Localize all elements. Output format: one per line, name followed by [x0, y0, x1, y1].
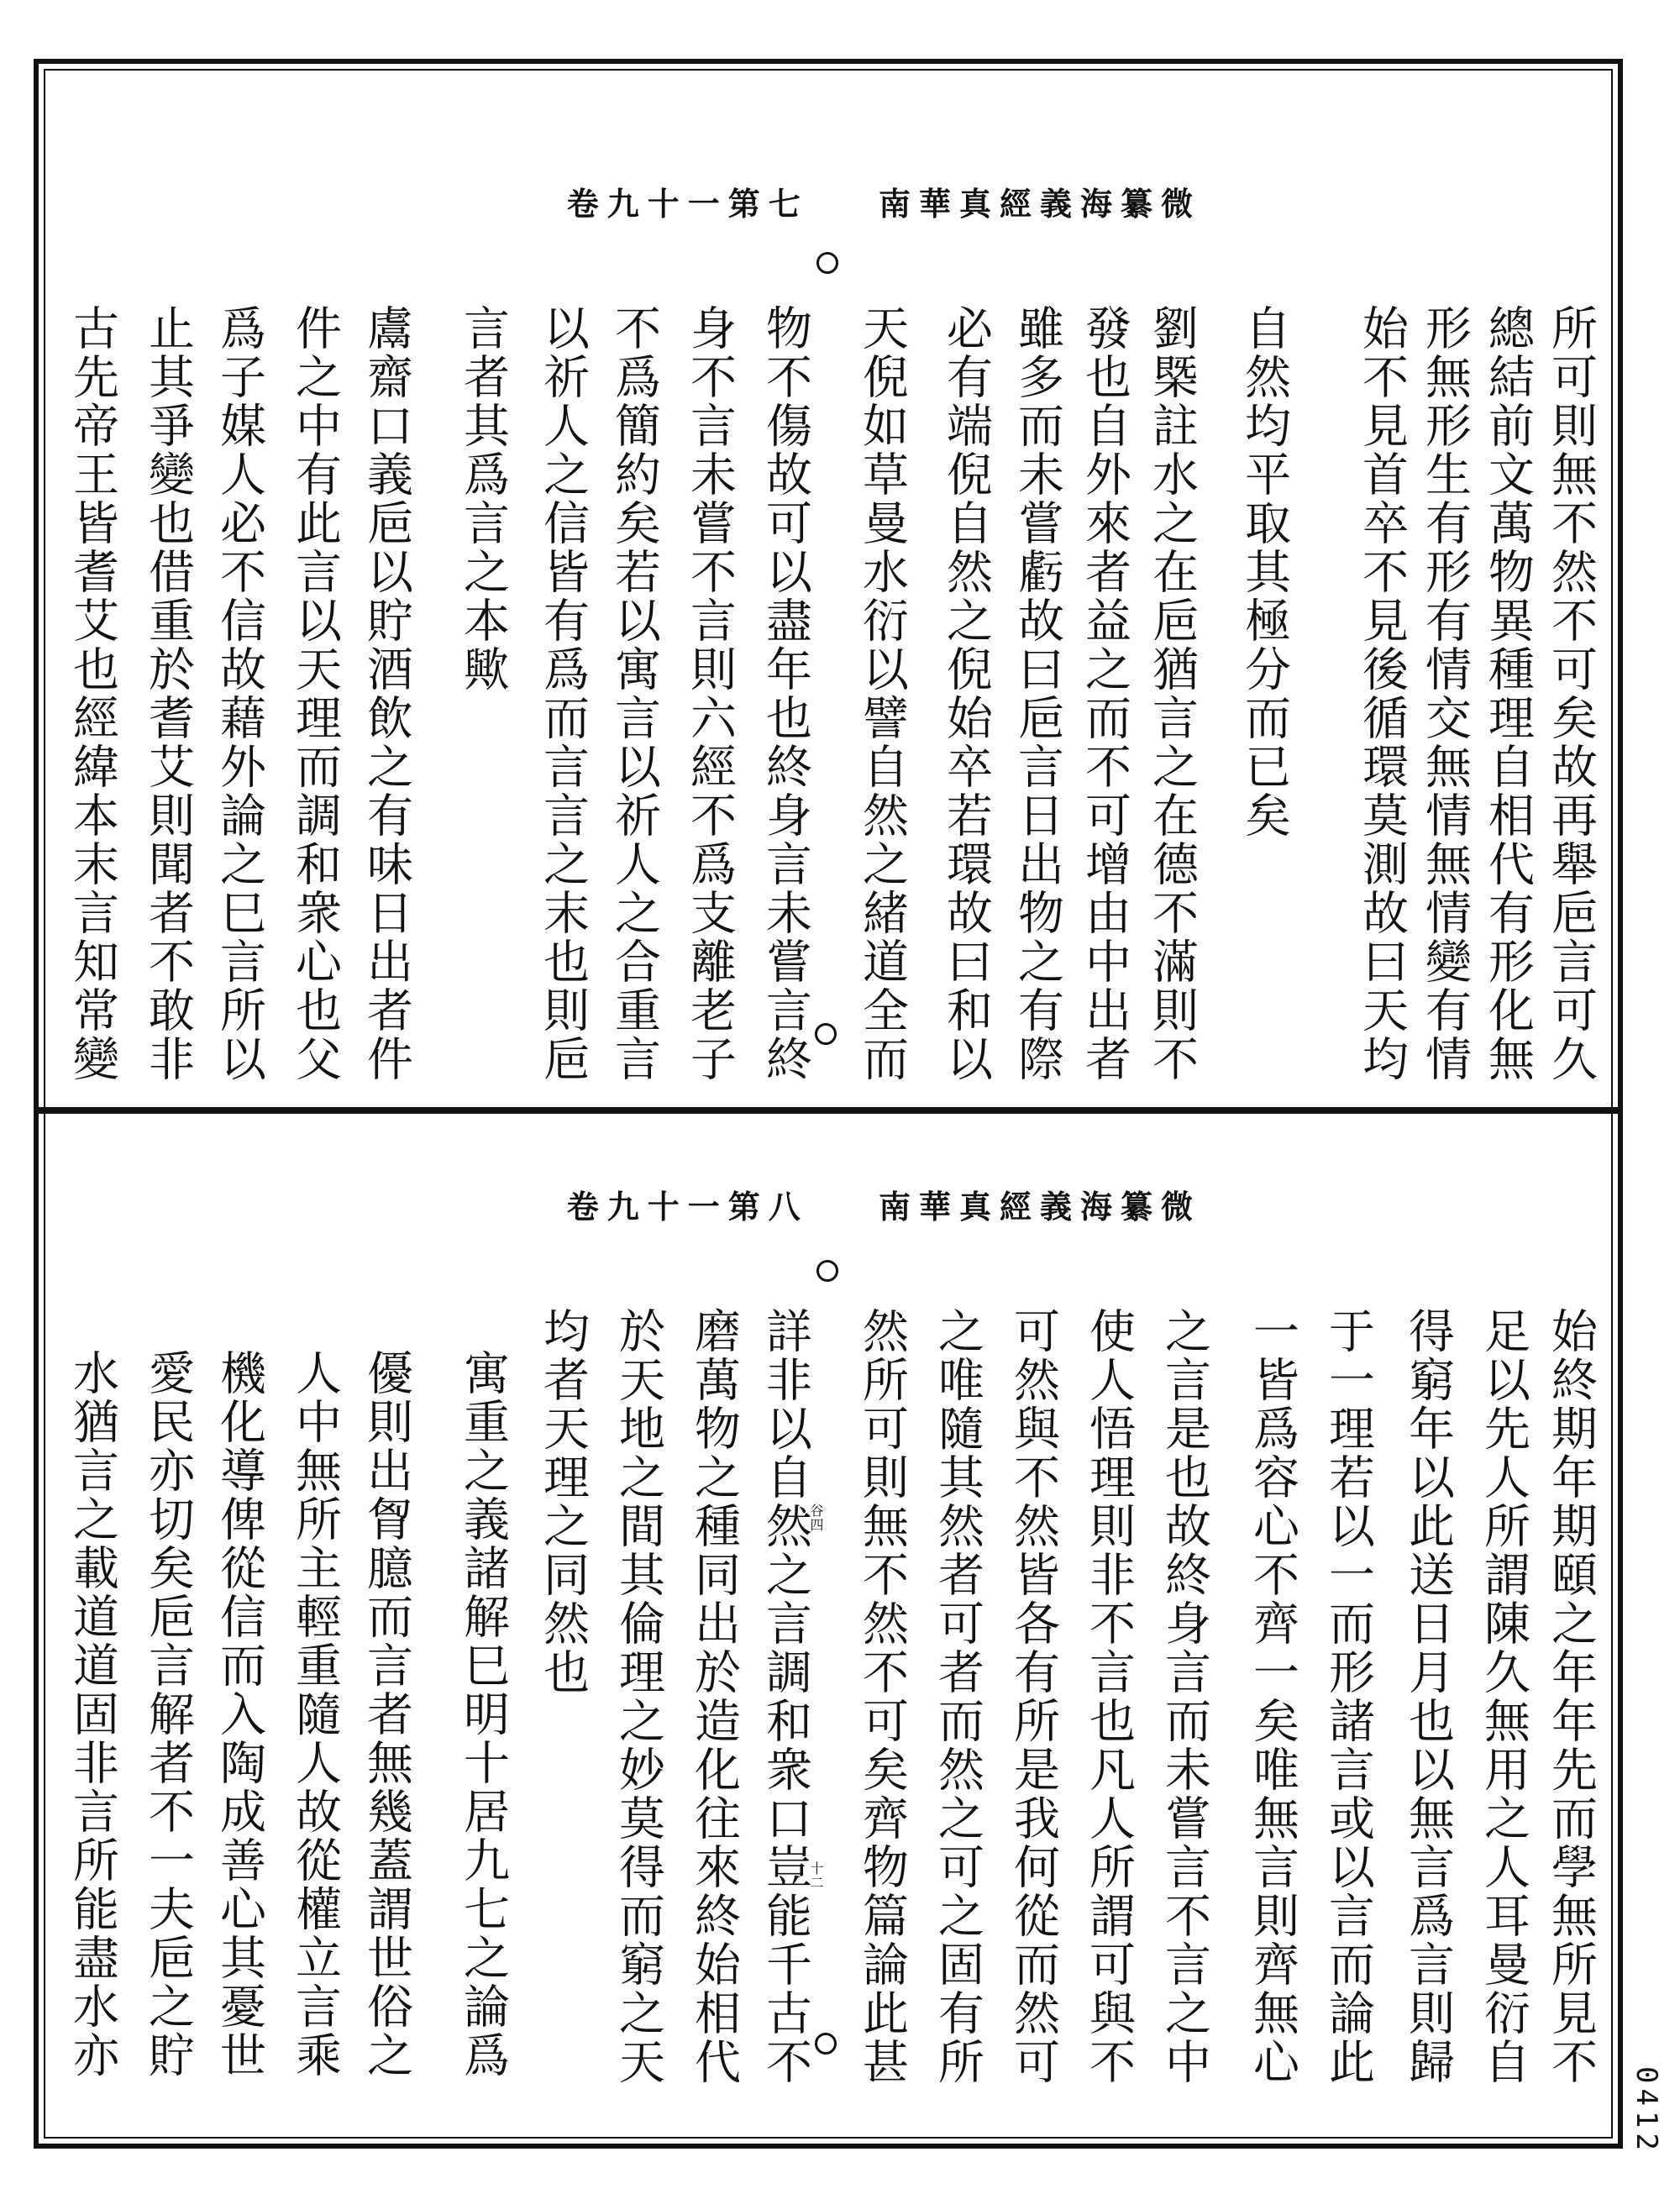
- lower-column-14: 均者天理之同然也: [536, 1307, 590, 1697]
- lower-column-18: 機化導俾從信而入陶成善心其憂世: [213, 1349, 266, 2080]
- lower-column-7: 使人悟理則非不言也凡人所謂可與不: [1082, 1307, 1136, 2086]
- upper-header-volume: 卷九十一第七: [566, 185, 809, 223]
- upper-column-18: 爲子媒人必不信故藉外論之巳言所以: [213, 304, 266, 1084]
- upper-column-10: 天倪如草曼水衍以譬自然之緒道全而: [855, 304, 909, 1084]
- lower-column-9: 之唯隨其然者可者而然之可之固有所: [931, 1307, 984, 2086]
- upper-column-19: 止其爭變也借重於耆艾則聞者不敢非: [141, 304, 195, 1084]
- upper-header: [361, 178, 1201, 223]
- lower-marginal-note-1: 谷四: [808, 1504, 824, 1532]
- upper-column-17: 件之中有此言以天理而調和衆心也父: [288, 304, 342, 1084]
- lower-column-16: 優則出胷臆而言者無幾蓋謂世俗之: [360, 1349, 413, 2080]
- upper-column-15: 言者其爲言之本歟: [456, 304, 510, 694]
- lower-column-11: 詳非以自然之言調和衆口豈能千古不: [759, 1307, 812, 2086]
- lower-column-1: 始終期年期頤之年年先而學無所見不: [1544, 1307, 1598, 2086]
- lower-column-17: 人中無所主輕重隨人故從權立言乘: [288, 1349, 342, 2080]
- lower-column-3: 得窮年以此送日月也以無言爲言則歸: [1401, 1307, 1455, 2086]
- lower-header-volume: 卷九十一第八: [566, 1188, 809, 1225]
- upper-column-2: 總結前文萬物異種理自相代有形化無: [1481, 304, 1535, 1084]
- upper-column-5: 自然均平取其極分而已矣: [1237, 304, 1291, 840]
- lower-column-5: 一皆爲容心不齊一矣唯無言則齊無心: [1246, 1307, 1299, 2086]
- upper-column-20: 古先帝王皆耆艾也經緯本末言知常變: [66, 304, 119, 1084]
- upper-column-11: 物不傷故可以盡年也終身言未嘗言終: [759, 304, 812, 1084]
- upper-column-13: 不爲簡約矣若以寓言以祈人之合重言: [607, 304, 661, 1084]
- lower-column-19: 愛民亦切矣巵言解者不一夫巵之貯: [141, 1349, 195, 2080]
- upper-column-14: 以祈人之信皆有爲而言言之末也則巵: [536, 304, 590, 1084]
- upper-column-1: 所可則無不然不可矣故再舉巵言可久: [1544, 304, 1598, 1084]
- lower-header-title: 南華真經義海纂微: [878, 1188, 1201, 1225]
- lower-circle-marker-2: [815, 2033, 837, 2055]
- upper-column-16: 鬳齋口義巵以貯酒飲之有味日出者件: [360, 304, 413, 1084]
- page-divider: [34, 1107, 1623, 1114]
- lower-circle-marker: [816, 1260, 838, 1282]
- upper-column-9: 必有端倪自然之倪始卒若環故曰和以: [939, 304, 993, 1084]
- upper-column-7: 發也自外來者益之而不可增由中出者: [1078, 304, 1131, 1084]
- lower-column-8: 可然與不然皆各有所是我何從而然可: [1006, 1307, 1060, 2086]
- upper-column-6: 劉槩註水之在巵猶言之在德不滿則不: [1145, 304, 1199, 1084]
- upper-column-12: 身不言未嘗不言則六經不爲支離老子: [683, 304, 737, 1084]
- upper-circle-marker: [816, 252, 838, 274]
- upper-header-title: 南華真經義海纂微: [878, 185, 1201, 223]
- lower-column-20: 水猶言之載道道固非言所能盡水亦: [66, 1349, 119, 2080]
- lower-column-6: 之言是也故終身言而未嘗言不言之中: [1158, 1307, 1211, 2086]
- page-number: 0412: [1630, 2066, 1663, 2155]
- lower-column-4: 于一理若以一而形諸言或以言而論此: [1321, 1307, 1375, 2086]
- lower-column-2: 足以先人所謂陳久無用之人耳曼衍自: [1477, 1307, 1530, 2086]
- lower-column-15: 寓重之義諸解巳明十居九七之論爲: [456, 1349, 510, 2080]
- lower-column-10: 然所可則無不然不可矣齊物篇論此甚: [855, 1307, 909, 2086]
- lower-column-12: 磨萬物之種同出於造化往來終始相代: [687, 1307, 741, 2086]
- lower-header: [361, 1181, 1201, 1223]
- upper-column-4: 始不見首卒不見後循環莫測故曰天均: [1355, 304, 1409, 1084]
- upper-column-8: 雖多而未嘗虧故曰巵言日出物之有際: [1011, 304, 1064, 1084]
- lower-marginal-note-2: 十二: [808, 1861, 824, 1890]
- lower-column-13: 於天地之間其倫理之妙莫得而窮之天: [612, 1307, 665, 2086]
- upper-column-3: 形無形生有形有情交無情無情變有情: [1418, 304, 1472, 1084]
- upper-circle-marker-2: [815, 1023, 837, 1045]
